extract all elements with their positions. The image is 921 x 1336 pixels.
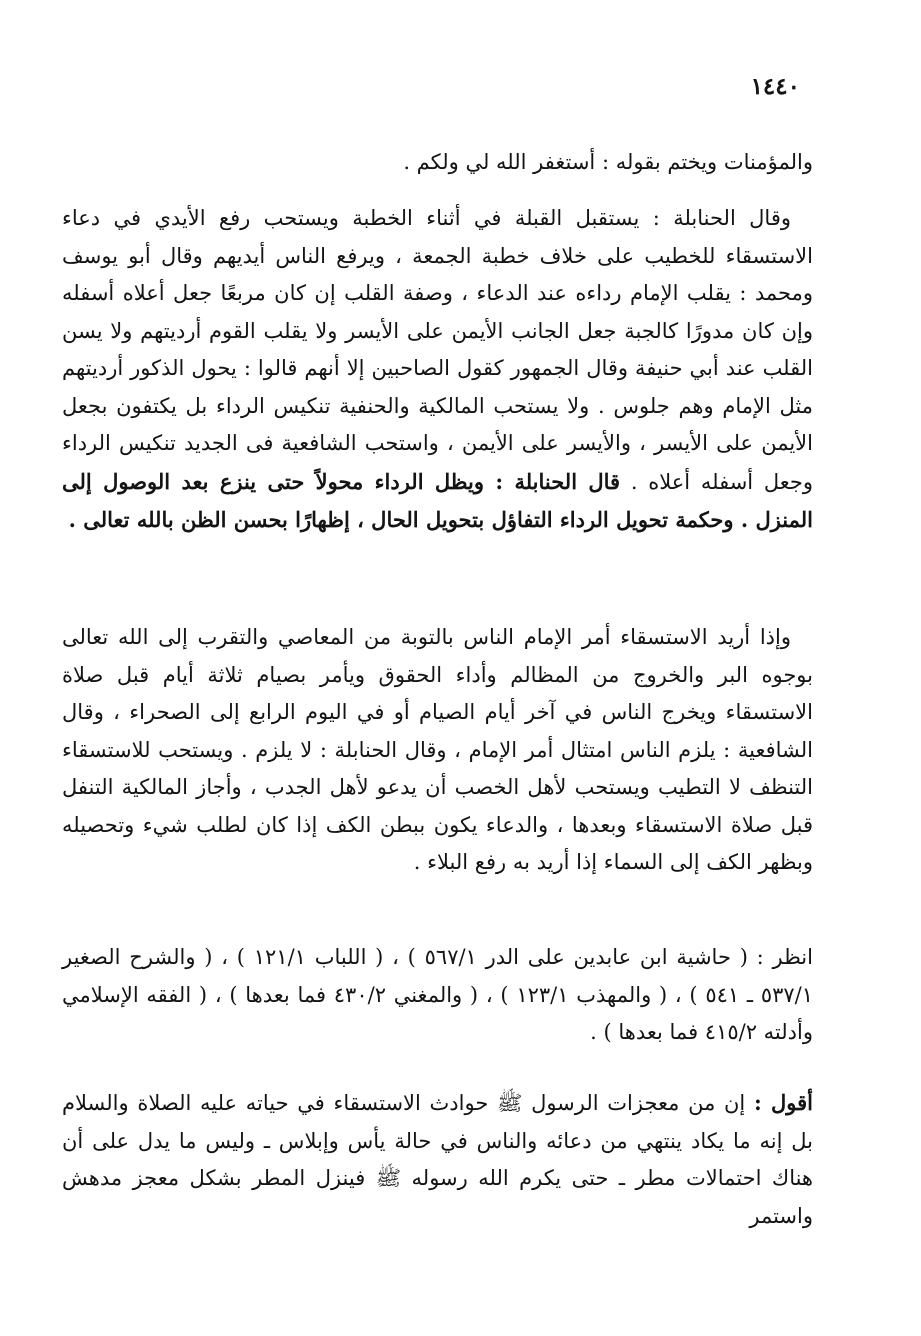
paragraph-text <box>62 200 813 540</box>
paragraph-text <box>62 1084 813 1235</box>
paragraph-hanabila <box>62 200 813 540</box>
paragraph-text-part: إن من معجزات الرسول ﷺ حوادث الاستسقاء في حياته عليه الصلاة والسلام بل إنه ما يكاد ينتهي من دعائه والناس في حالة يأس وإبلاس ـ وليس ما يدل على أن هناك احتمالات مطر ـ حتى يكرم الله رسوله ﷺ فينزل المطر بشكل معجز مدهش واستمر <box>62 1091 813 1228</box>
paragraph-text: وإذا أريد الاستسقاء أمر الإمام الناس بالتوبة من المعاصي والتقرب إلى الله تعالى بوجوه البر والخروج من المظالم وأداء الحقوق ويأمر بصيام ثلاثة أيام قبل صلاة الاستسقاء ويخرج الناس في آخر أيام الصيام أو في اليوم الرابع إلى الصحراء ، وقال الشافعية : يلزم الناس امتثال أمر الإمام ، وقال الحنابلة : لا يلزم . ويستحب للاستسقاء التنظف لا التطيب ويستحب لأهل الخصب أن يدعو لأهل الجدب ، وأجاز المالكية التنفل قبل صلاة الاستسقاء وبعدها ، والدعاء يكون ببطن الكف إذا كان لطلب شيء وتحصيله وبظهر الكف إلى السماء إذا أريد به رفع البلاء . <box>62 625 813 874</box>
page-number: ١٤٤٠ <box>750 73 800 100</box>
paragraph-text-emphasis: قال الحنابلة : ويظل الرداء محولاً حتى ينزع بعد الوصول إلى المنزل . وحكمة تحويل الرداء التفاؤل بتحويل الحال ، إظهارًا بحسن الظن بالله تعالى . <box>62 468 813 532</box>
paragraph-istisqa <box>62 619 813 882</box>
paragraph-text: انظر : ( حاشية ابن عابدين على الدر ٥٦٧/١ ) ، ( اللباب ١٢١/١ ) ، ( والشرح الصغير ٥٣٧/١ ـ ٥٤١ ) ، ( والمهذب ١٢٣/١ ) ، ( والمغني ٤٣٠/٢ فما بعدها ) ، ( الفقه الإسلامي وأدلته ٤١٥/٢ فما بعدها ) . <box>62 945 814 1044</box>
paragraph-text-part: وقال الحنابلة : يستقبل القبلة في أثناء الخطبة ويستحب رفع الأيدي في دعاء الاستسقاء للخطيب على خلاف خطبة الجمعة ، ويرفع الناس أيديهم وقال أبو يوسف ومحمد : يقلب الإمام رداءه عند الدعاء ، وصفة القلب إن كان مربعًا جعل أعلاه أسفله وإن كان مدورًا كالجبة جعل الجانب الأيمن على الأيسر ولا يقلب القوم أرديتهم ولا يسن القلب عند أبي حنيفة وقال الجمهور كقول الصاحبين إلا أنهم قالوا : يحول الذكور أرديتهم مثل الإمام وهم جلوس . ولا يستحب المالكية والحنفية تنكيس الرداء بل يكتفون بجعل الأيمن على الأيسر ، والأيسر على الأيمن ، واستحب الشافعية فى الجديد تنكيس الرداء وجعل أسفله أعلاه . <box>62 206 814 494</box>
paragraph-text: والمؤمنات ويختم بقوله : أستغفر الله لي ولكم . <box>403 150 813 174</box>
paragraph-aqulu <box>62 1084 813 1235</box>
paragraph-closing-prayer <box>62 144 813 182</box>
lead-word: أقول : <box>753 1090 814 1115</box>
paragraph-references <box>62 939 813 1052</box>
